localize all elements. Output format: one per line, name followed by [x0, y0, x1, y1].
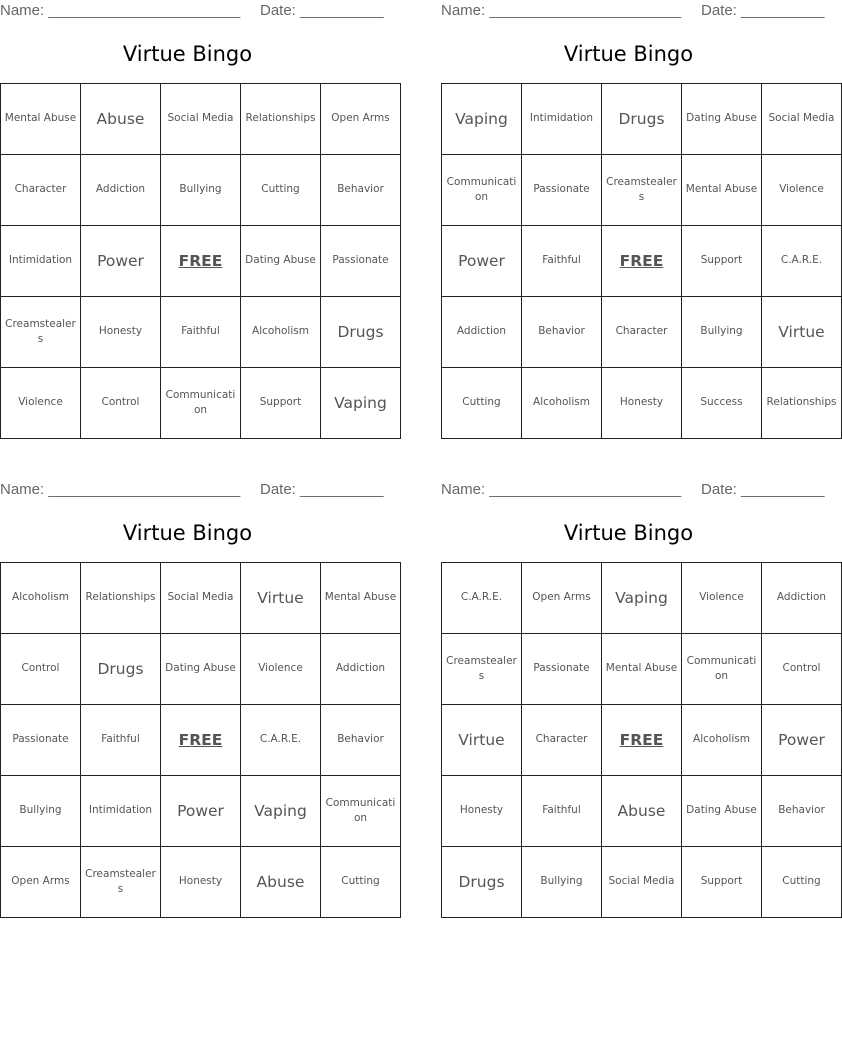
card-header	[441, 479, 825, 501]
bingo-cell: Passionate	[522, 634, 602, 705]
bingo-cell: Relationships	[762, 368, 842, 439]
bingo-cell: FREE	[161, 226, 241, 297]
bingo-card-4	[441, 479, 827, 914]
bingo-cell: Control	[762, 634, 842, 705]
bingo-row	[1, 84, 401, 155]
bingo-cell: Violence	[762, 155, 842, 226]
bingo-cell: FREE	[602, 226, 682, 297]
card-header	[441, 0, 825, 22]
bingo-cell: Creamstealers	[442, 634, 522, 705]
bingo-cell: Vaping	[321, 368, 401, 439]
bingo-row	[1, 776, 401, 847]
bingo-cell: Addiction	[762, 563, 842, 634]
bingo-card-2	[441, 0, 837, 435]
bingo-cell: Abuse	[81, 84, 161, 155]
bingo-row	[1, 297, 401, 368]
date-line: Date: __________	[701, 481, 825, 498]
bingo-grid	[0, 83, 401, 439]
bingo-cell: Honesty	[81, 297, 161, 368]
bingo-cell: Honesty	[161, 847, 241, 918]
bingo-cell: Faithful	[81, 705, 161, 776]
bingo-cell: Honesty	[442, 776, 522, 847]
bingo-cell: Abuse	[241, 847, 321, 918]
bingo-row	[442, 297, 842, 368]
bingo-cell: Cutting	[762, 847, 842, 918]
bingo-cell: Virtue	[442, 705, 522, 776]
bingo-card-1	[0, 0, 390, 435]
bingo-cell: Addiction	[442, 297, 522, 368]
bingo-cell: Control	[1, 634, 81, 705]
bingo-cell: Open Arms	[321, 84, 401, 155]
bingo-row	[442, 368, 842, 439]
bingo-cell: Behavior	[321, 705, 401, 776]
bingo-cell: Communication	[161, 368, 241, 439]
bingo-cell: Drugs	[602, 84, 682, 155]
bingo-row	[442, 776, 842, 847]
bingo-cell: Relationships	[81, 563, 161, 634]
date-line: Date: __________	[260, 2, 384, 19]
card-title: Virtue Bingo	[122, 42, 253, 66]
name-line: Name: _______________________	[441, 2, 682, 19]
bingo-row	[1, 155, 401, 226]
bingo-cell: Open Arms	[522, 563, 602, 634]
bingo-cell: Social Media	[602, 847, 682, 918]
bingo-row	[442, 634, 842, 705]
bingo-cell: Cutting	[442, 368, 522, 439]
bingo-cell: C.A.R.E.	[442, 563, 522, 634]
bingo-row	[1, 368, 401, 439]
date-line: Date: __________	[260, 481, 384, 498]
bingo-cell: Drugs	[81, 634, 161, 705]
bingo-cell: Intimidation	[522, 84, 602, 155]
bingo-cell: Passionate	[522, 155, 602, 226]
card-title: Virtue Bingo	[563, 521, 694, 545]
bingo-cell: Power	[81, 226, 161, 297]
bingo-row	[1, 847, 401, 918]
bingo-cell: Open Arms	[1, 847, 81, 918]
bingo-row	[442, 155, 842, 226]
bingo-cell: Dating Abuse	[682, 776, 762, 847]
bingo-cell: Passionate	[321, 226, 401, 297]
card-title: Virtue Bingo	[563, 42, 694, 66]
bingo-cell: Dating Abuse	[241, 226, 321, 297]
bingo-cell: Mental Abuse	[1, 84, 81, 155]
bingo-cell: C.A.R.E.	[762, 226, 842, 297]
bingo-cell: Faithful	[161, 297, 241, 368]
bingo-cell: Intimidation	[81, 776, 161, 847]
bingo-cell: Support	[682, 847, 762, 918]
bingo-cell: Power	[161, 776, 241, 847]
bingo-grid	[0, 562, 401, 918]
bingo-cell: Virtue	[241, 563, 321, 634]
bingo-cell: Bullying	[522, 847, 602, 918]
bingo-row	[442, 847, 842, 918]
bingo-cell: Creamstealers	[81, 847, 161, 918]
bingo-cell: Mental Abuse	[602, 634, 682, 705]
bingo-cell: Violence	[241, 634, 321, 705]
bingo-row	[1, 705, 401, 776]
bingo-cell: Faithful	[522, 226, 602, 297]
bingo-cell: Control	[81, 368, 161, 439]
bingo-cell: Passionate	[1, 705, 81, 776]
bingo-cell: Power	[762, 705, 842, 776]
bingo-cell: C.A.R.E.	[241, 705, 321, 776]
bingo-cell: Alcoholism	[1, 563, 81, 634]
bingo-cell: Drugs	[442, 847, 522, 918]
bingo-row	[1, 226, 401, 297]
bingo-cell: Behavior	[522, 297, 602, 368]
bingo-cell: Character	[522, 705, 602, 776]
bingo-cell: Social Media	[161, 563, 241, 634]
name-line: Name: _______________________	[441, 481, 682, 498]
bingo-cell: Vaping	[442, 84, 522, 155]
bingo-cell: Alcoholism	[522, 368, 602, 439]
bingo-cell: Support	[682, 226, 762, 297]
bingo-cell: Intimidation	[1, 226, 81, 297]
bingo-cell: Character	[602, 297, 682, 368]
bingo-grid	[441, 562, 842, 918]
bingo-cell: Mental Abuse	[321, 563, 401, 634]
bingo-cell: Bullying	[1, 776, 81, 847]
bingo-cell: Communication	[682, 634, 762, 705]
card-header	[0, 0, 384, 22]
bingo-cell: Communication	[442, 155, 522, 226]
bingo-cell: Bullying	[161, 155, 241, 226]
bingo-cell: Bullying	[682, 297, 762, 368]
bingo-cell: Creamstealers	[1, 297, 81, 368]
bingo-cell: Social Media	[762, 84, 842, 155]
bingo-cell: Success	[682, 368, 762, 439]
bingo-cell: FREE	[602, 705, 682, 776]
bingo-cell: Virtue	[762, 297, 842, 368]
bingo-cell: Communication	[321, 776, 401, 847]
bingo-cell: Dating Abuse	[682, 84, 762, 155]
bingo-cell: Social Media	[161, 84, 241, 155]
name-line: Name: _______________________	[0, 481, 241, 498]
bingo-cell: Creamstealers	[602, 155, 682, 226]
bingo-grid	[441, 83, 842, 439]
bingo-cell: Violence	[682, 563, 762, 634]
bingo-cell: Relationships	[241, 84, 321, 155]
bingo-row	[442, 84, 842, 155]
bingo-cell: Faithful	[522, 776, 602, 847]
bingo-row	[442, 563, 842, 634]
bingo-cell: Honesty	[602, 368, 682, 439]
bingo-cell: Addiction	[321, 634, 401, 705]
card-header	[0, 479, 384, 501]
bingo-cell: Behavior	[321, 155, 401, 226]
date-line: Date: __________	[701, 2, 825, 19]
bingo-cell: Dating Abuse	[161, 634, 241, 705]
bingo-card-3	[0, 479, 397, 914]
card-title: Virtue Bingo	[122, 521, 253, 545]
bingo-cell: Behavior	[762, 776, 842, 847]
bingo-cell: Cutting	[321, 847, 401, 918]
bingo-cell: Vaping	[602, 563, 682, 634]
bingo-row	[442, 226, 842, 297]
bingo-cell: Cutting	[241, 155, 321, 226]
bingo-cell: Support	[241, 368, 321, 439]
bingo-cell: Alcoholism	[682, 705, 762, 776]
bingo-cell: Violence	[1, 368, 81, 439]
bingo-row	[1, 563, 401, 634]
bingo-cell: FREE	[161, 705, 241, 776]
bingo-row	[1, 634, 401, 705]
bingo-cell: Alcoholism	[241, 297, 321, 368]
bingo-cell: Addiction	[81, 155, 161, 226]
name-line: Name: _______________________	[0, 2, 241, 19]
bingo-cell: Character	[1, 155, 81, 226]
bingo-cell: Abuse	[602, 776, 682, 847]
bingo-cell: Power	[442, 226, 522, 297]
bingo-row	[442, 705, 842, 776]
bingo-cell: Vaping	[241, 776, 321, 847]
bingo-cell: Mental Abuse	[682, 155, 762, 226]
bingo-cell: Drugs	[321, 297, 401, 368]
